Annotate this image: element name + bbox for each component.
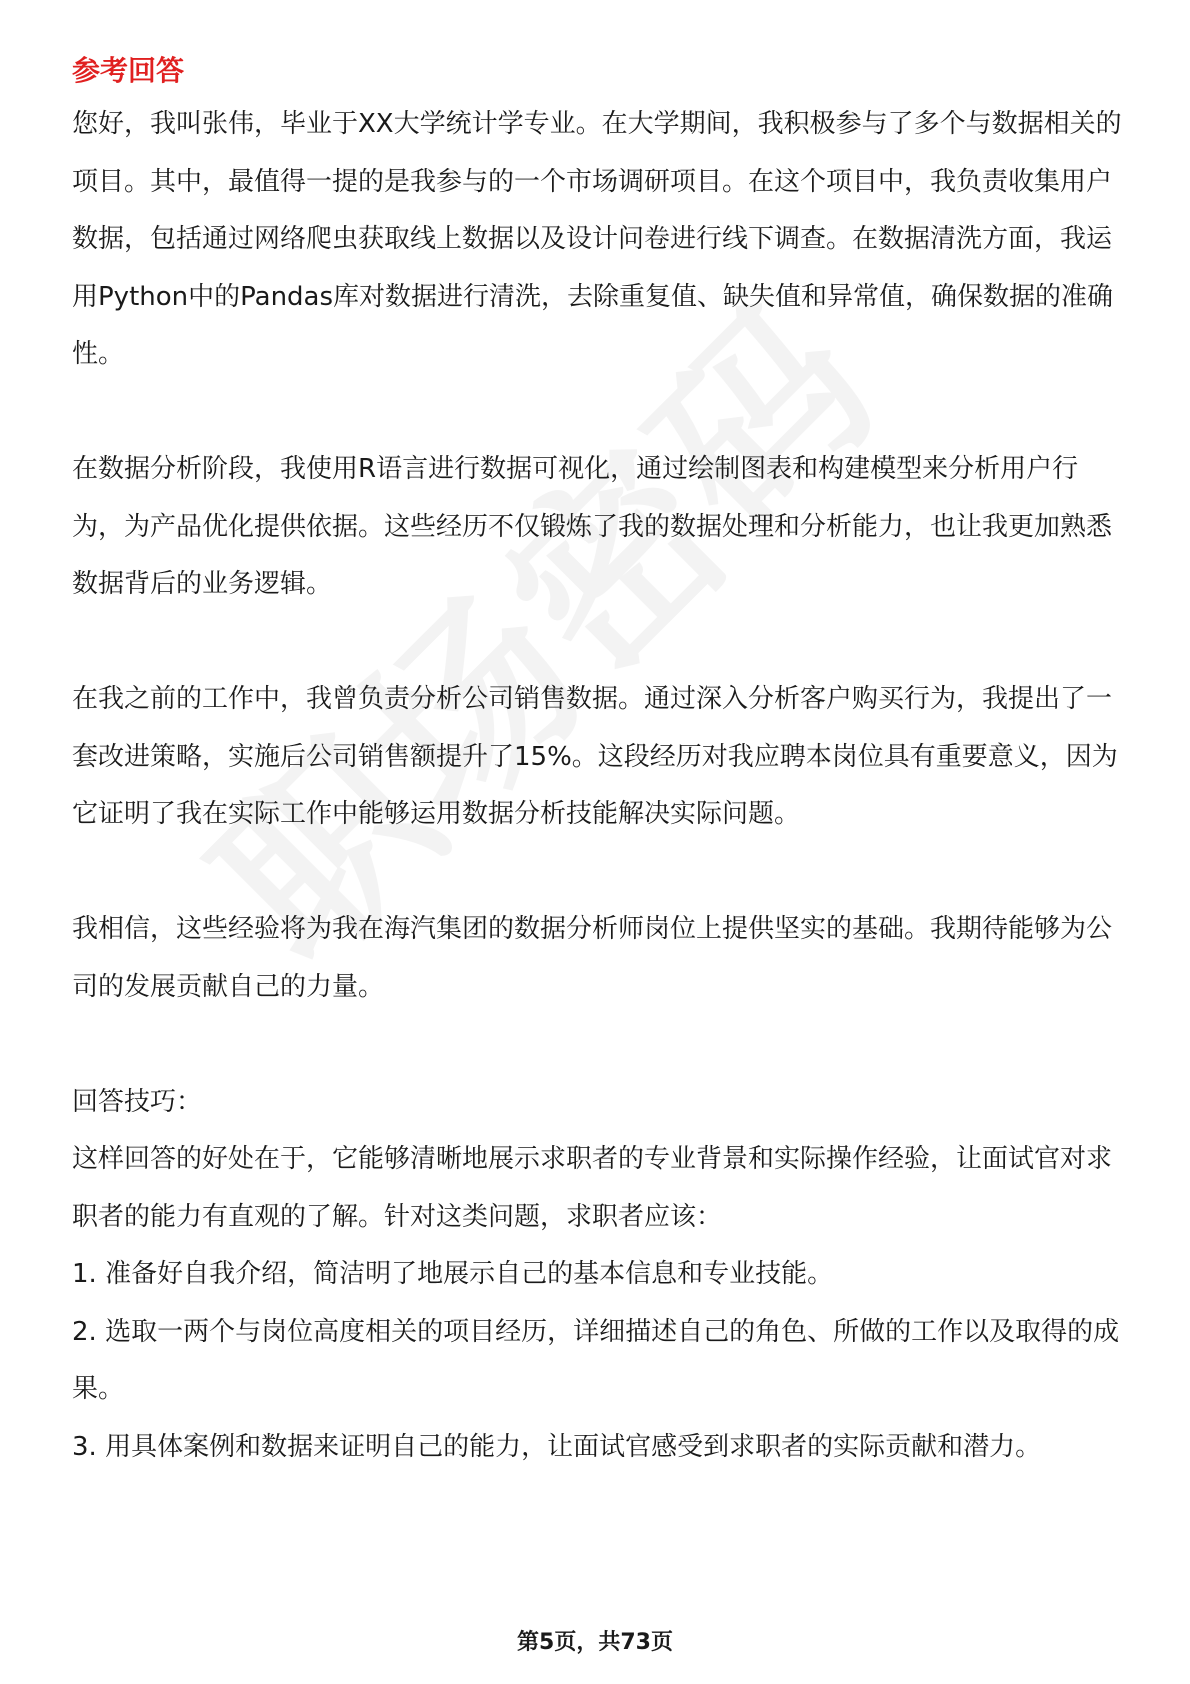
paragraph-gap: [72, 1016, 1122, 1074]
tips-item-2: 2. 选取一两个与岗位高度相关的项目经历，详细描述自己的角色、所做的工作以及取得的成果。: [72, 1316, 1120, 1404]
paragraph-gap: [72, 614, 1122, 672]
content: [72, 46, 1122, 1476]
section-heading: 参考回答: [72, 54, 185, 87]
answer-paragraph-4: 我相信，这些经验将为我在海汽集团的数据分析师岗位上提供坚实的基础。我期待能够为公司的发展贡献自己的力量。: [72, 914, 1113, 1002]
tips-item-1: 1. 准备好自我介绍，简洁明了地展示自己的基本信息和专业技能。: [72, 1259, 834, 1289]
paragraph-gap: [72, 844, 1122, 902]
answer-paragraph-1: 您好，我叫张伟，毕业于XX大学统计学专业。在大学期间，我积极参与了多个与数据相关的项目。其中，最值得一提的是我参与的一个市场调研项目。在这个项目中，我负责收集用户数据，包括通过网络爬虫获取线上数据以及设计问卷进行线下调查。在数据清洗方面，我运用Python中的Pandas库对数据进行清洗，去除重复值、缺失值和异常值，确保数据的准确性。: [72, 109, 1122, 369]
tips-intro: 这样回答的好处在于，它能够清晰地展示求职者的专业背景和实际操作经验，让面试官对求职者的能力有直观的了解。针对这类问题，求职者应该：: [72, 1144, 1113, 1232]
tips-title: 回答技巧：: [72, 1086, 203, 1117]
tips-item-3: 3. 用具体案例和数据来证明自己的能力，让面试官感受到求职者的实际贡献和潜力。: [72, 1431, 1042, 1462]
page-number: 第5页，共73页: [517, 1630, 673, 1655]
answer-paragraph-3: 在我之前的工作中，我曾负责分析公司销售数据。通过深入分析客户购买行为，我提出了一套改进策略，实施后公司销售额提升了15%。这段经历对我应聘本岗位具有重要意义，因为它证明了我在实际工作中能够运用数据分析技能解决实际问题。: [72, 684, 1118, 829]
answer-paragraph-2: 在数据分析阶段，我使用R语言进行数据可视化，通过绘制图表和构建模型来分析用户行为，为产品优化提供依据。这些经历不仅锻炼了我的数据处理和分析能力，也让我更加熟悉数据背后的业务逻辑。: [72, 454, 1113, 599]
paragraph-gap: [72, 384, 1122, 442]
